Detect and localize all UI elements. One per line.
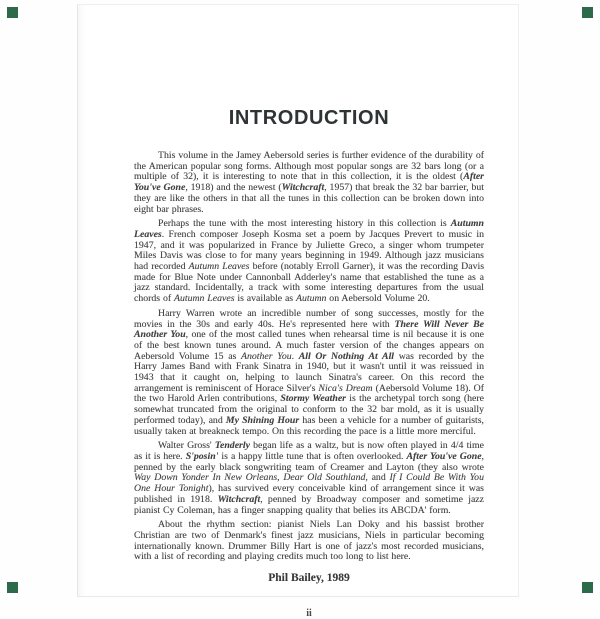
- page-title: INTRODUCTION: [228, 107, 390, 129]
- corner-mark-bottom-left: [7, 582, 18, 593]
- body-paragraphs: [134, 151, 484, 563]
- paragraph: Walter Gross' Tenderly began life as a waltz, but is now often played in 4/4 time as it is here. S'posin' is a happy little tune that is often overlooked. After You've Gone, penned by the early black songwriting team of Creamer and Layton (they also wrote Way Down Yonder In New Orleans, Dear Old Southland, and If I Could Be With You One Hour Tonight), has survived every conceivable kind of arrangement since it was published in 1918. Witchcraft, penned by Broadway composer and sometime jazz pianist Cy Coleman, has a finger snapping quality that belies its ABCDA' form.: [134, 440, 484, 516]
- page-sheet: [77, 4, 519, 619]
- paragraph: Perhaps the tune with the most interesting history in this collection is Autumn Leaves. French composer Joseph Kosma set a poem by Jacques Prevert to music in 1947, and it was popularized in France by Juliette Greco, a singer whom trumpeter Miles Davis was close to for many years beginning in 1949. Although jazz musicians had recorded Autumn Leaves before (notably Erroll Garner), it was the recording Davis made for Blue Note under Cannonball Adderley's name that established the tune as a jazz standard. Incidentally, a track with some interesting departures from the usual chords of Autumn Leaves is available as Autumn on Aebersold Volume 20.: [134, 218, 485, 305]
- paragraph: This volume in the Jamey Aebersold series is further evidence of the durability of the American popular song forms. Although most popular songs are 32 bars long (or a multiple of 32), it is interesting to note that in this collection, it is the oldest (After You've Gone, 1918) and the newest (Witchcraft, 1957) that break the 32 bar barrier, but they are like the others in that all the tunes in this collection can be broken down into eight bar phrases.: [134, 150, 484, 215]
- author-signature: Phil Bailey, 1989: [268, 572, 350, 585]
- page-content: [134, 5, 484, 619]
- corner-mark-top-right: [582, 7, 593, 18]
- corner-mark-bottom-right: [582, 582, 593, 593]
- paragraph: Harry Warren wrote an incredible number of song successes, mostly for the movies in the 30s and early 40s. He's represented here with There Will Never Be Another You, one of the most called tunes when rehearsal time is nil because it is one of the best known tunes around. A much faster version of the changes appears on Aebersold Volume 15 as Another You. All Or Nothing At All was recorded by the Harry James Band with Frank Sinatra in 1940, but it wasn't until it was reissued in 1943 that it caught on, helping to launch Sinatra's career. On this record the arrangement is reminiscent of Horace Silver's Nica's Dream (Aebersold Volume 18). Of the two Harold Arlen contributions, Stormy Weather is the archetypal torch song (here somewhat truncated from the original to conform to the 32 bar mold, as it is usually performed today), and My Shining Hour has been a vehicle for a number of guitarists, usually taken at breakneck tempo. On this recording the pace is a little more merciful.: [134, 307, 484, 437]
- corner-mark-top-left: [7, 7, 18, 18]
- paragraph: About the rhythm section: pianist Niels Lan Doky and his bassist brother Christian are two of Denmark's finest jazz musicians, Niels in particular becoming internationally known. Drummer Billy Hart is one of jazz's most recorded musicians, with a list of recording and playing credits much too long to list here.: [134, 519, 484, 563]
- page-number: ii: [306, 608, 312, 619]
